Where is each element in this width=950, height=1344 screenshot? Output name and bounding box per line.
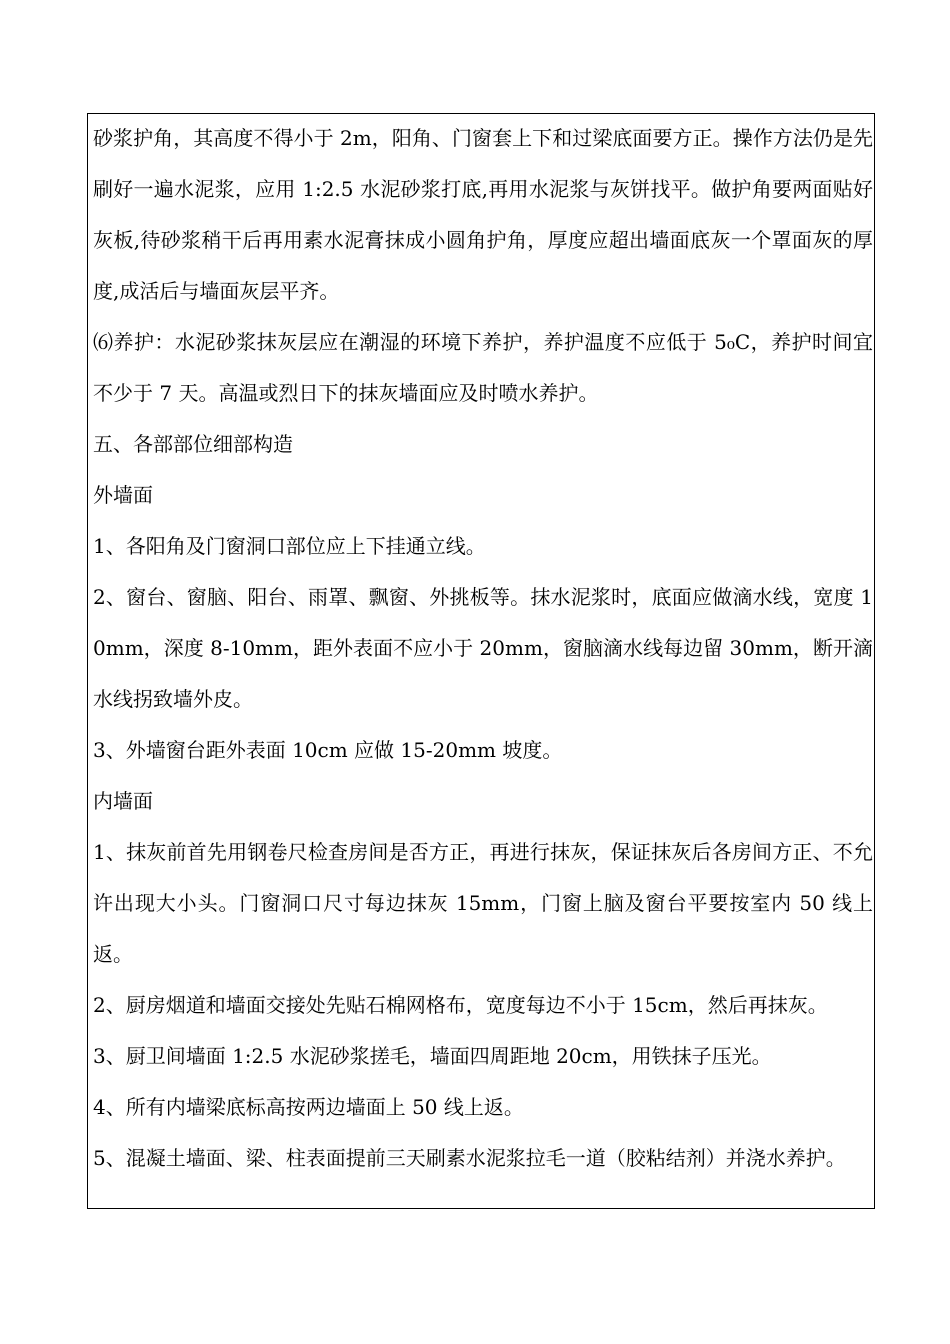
list-item-interior-4: 4、所有内墙梁底标高按两边墙面上 50 线上返。 (93, 1095, 524, 1119)
list-item-interior-3: 3、厨卫间墙面 1:2.5 水泥砂浆搓毛，墙面四周距地 20cm，用铁抹子压光。 (93, 1044, 772, 1068)
paragraph-curing: ⑹养护：水泥砂浆抹灰层应在潮湿的环境下养护，养护温度不应低于 5₀C，养护时间宜不少于 7 天。高温或烈日下的抹灰墙面应及时喷水养护。 (93, 330, 873, 405)
section-heading-details: 五、各部部位细部构造 (93, 432, 293, 456)
paragraph-corner-protection: 砂浆护角，其高度不得小于 2m，阳角、门窗套上下和过梁底面要方正。操作方法仍是先刷好一遍水泥浆，应用 1:2.5 水泥砂浆打底,再用水泥浆与灰饼找平。做护角要两面贴好灰板,待砂浆稍干后再用素水泥膏抹成小圆角护角，厚度应超出墙面底灰一个罩面灰的厚度,成活后与墙面灰层平齐。 (93, 126, 873, 303)
list-item-exterior-3: 3、外墙窗台距外表面 10cm 应做 15-20mm 坡度。 (93, 738, 563, 762)
subheading-interior-wall: 内墙面 (93, 789, 153, 813)
list-item-exterior-1: 1、各阳角及门窗洞口部位应上下挂通立线。 (93, 534, 486, 558)
list-item-interior-1: 1、抹灰前首先用钢卷尺检查房间是否方正，再进行抹灰，保证抹灰后各房间方正、不允许出现大小头。门窗洞口尺寸每边抹灰 15mm，门窗上脑及窗台平要按室内 50 线上返。 (93, 840, 873, 966)
document-body (93, 113, 873, 1184)
list-item-interior-2: 2、厨房烟道和墙面交接处先贴石棉网格布，宽度每边不小于 15cm，然后再抹灰。 (93, 993, 828, 1017)
list-item-exterior-2: 2、窗台、窗脑、阳台、雨罩、飘窗、外挑板等。抹水泥浆时，底面应做滴水线，宽度 10mm，深度 8-10mm，距外表面不应小于 20mm，窗脑滴水线每边留 30mm，断开滴水线拐致墙外皮。 (93, 585, 873, 711)
list-item-interior-5: 5、混凝土墙面、梁、柱表面提前三天刷素水泥浆拉毛一道（胶粘结剂）并浇水养护。 (93, 1146, 846, 1170)
subheading-exterior-wall: 外墙面 (93, 483, 153, 507)
